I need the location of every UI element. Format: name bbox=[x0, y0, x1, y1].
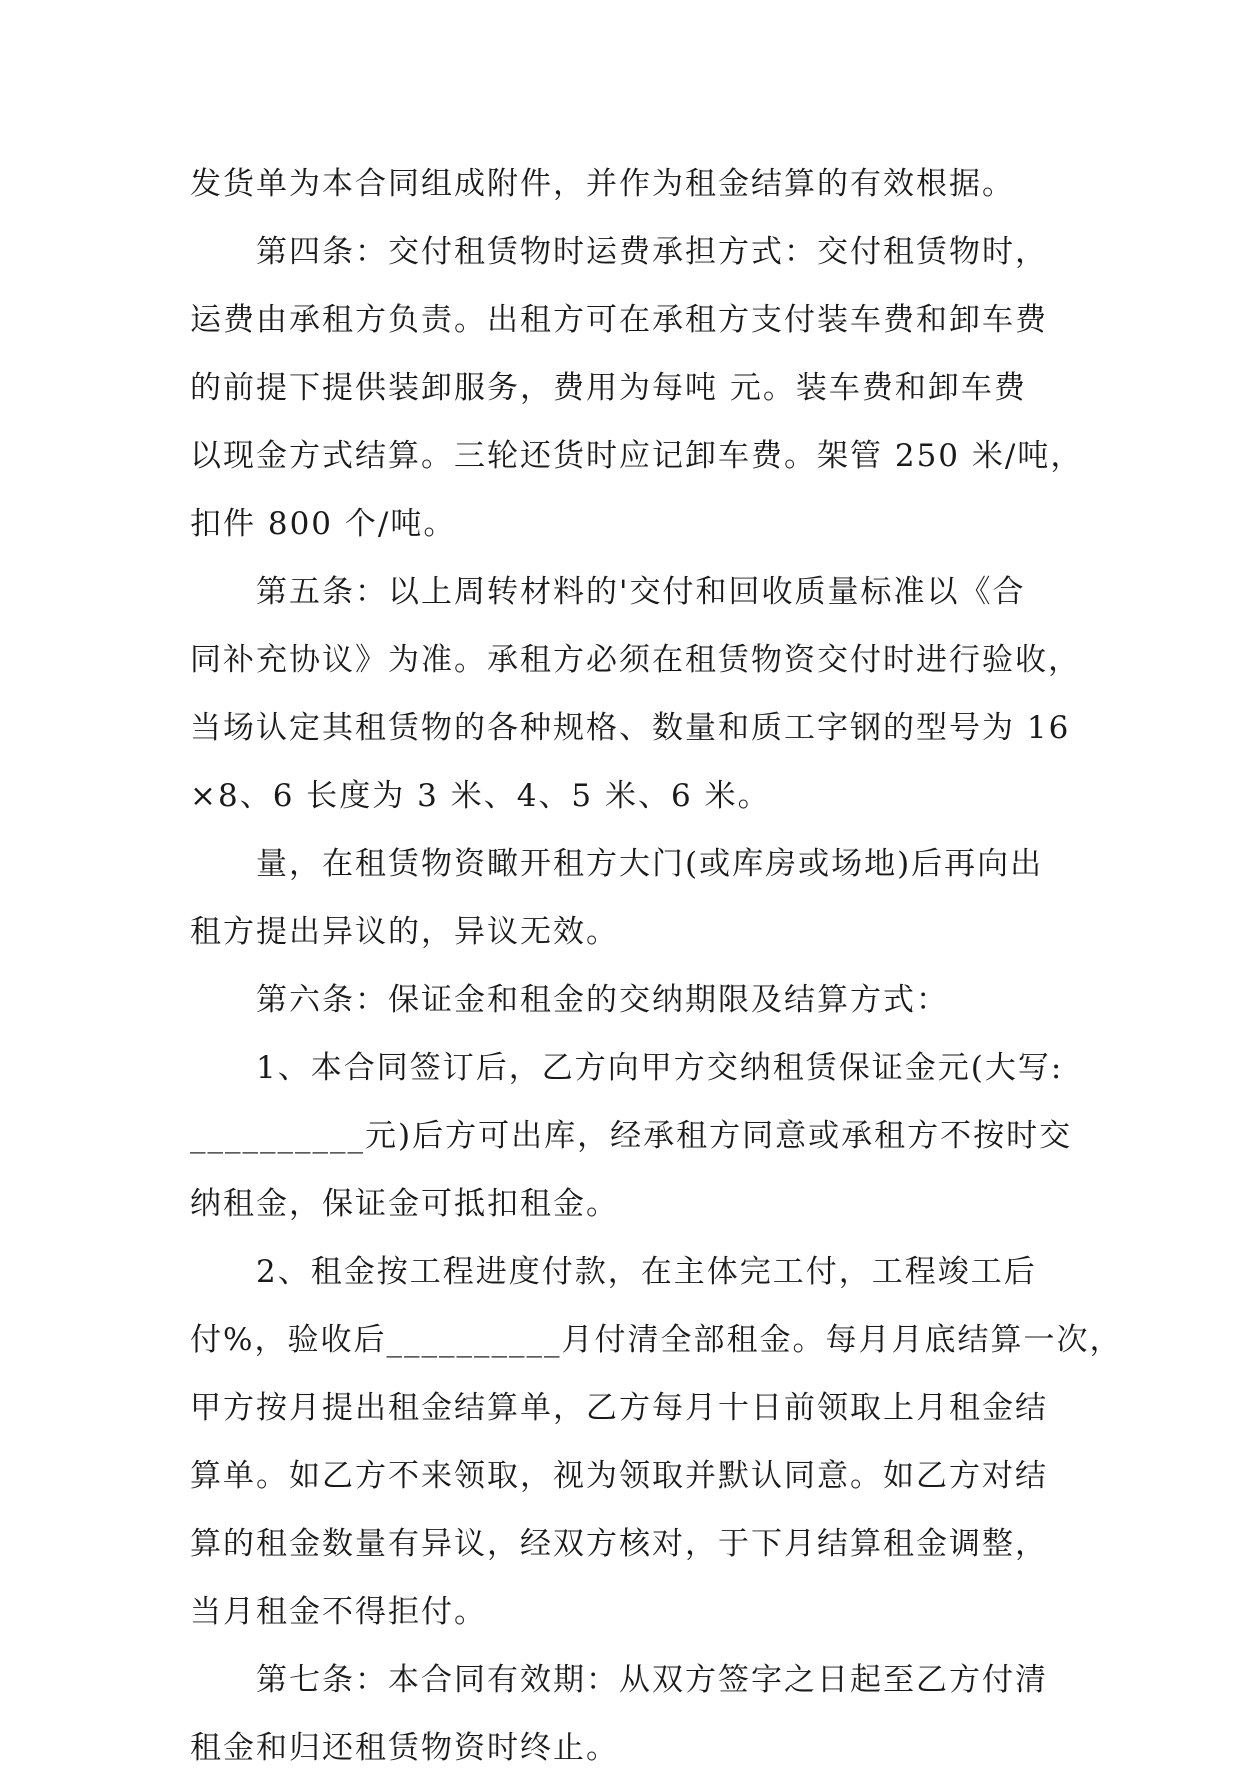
text-line: 付%，验收后__________月付清全部租金。每月月底结算一次， bbox=[190, 1322, 1123, 1358]
text-line: 扣件 800 个/吨。 bbox=[190, 506, 457, 542]
text-line: 同补充协议》为准。承租方必须在租赁物资交付时进行验收， bbox=[190, 642, 1081, 678]
clause-1-line: 1、本合同签订后，乙方向甲方交纳租赁保证金元(大写: bbox=[256, 1050, 1064, 1086]
text-line: __________元)后方可出库，经承租方同意或承租方不按时交 bbox=[190, 1118, 1073, 1154]
paragraph-start-line: 量，在租赁物资瞰开租方大门(或库房或场地)后再向出 bbox=[256, 846, 1044, 882]
text-line: 的前提下提供装卸服务，费用为每吨 元。装车费和卸车费 bbox=[190, 370, 1027, 406]
text-line: 算的租金数量有异议，经双方核对，于下月结算租金调整， bbox=[190, 1526, 1048, 1562]
text-line: 运费由承租方负责。出租方可在承租方支付装车费和卸车费 bbox=[190, 302, 1048, 338]
text-line: 租方提出异议的，异议无效。 bbox=[190, 914, 619, 950]
clause-2-line: 2、租金按工程进度付款，在主体完工付，工程竣工后 bbox=[256, 1254, 1037, 1290]
article-6-heading-line: 第六条：保证金和租金的交纳期限及结算方式： bbox=[256, 982, 949, 1018]
text-line: 当月租金不得拒付。 bbox=[190, 1594, 487, 1630]
article-4-heading-line: 第四条：交付租赁物时运费承担方式：交付租赁物时， bbox=[256, 234, 1048, 270]
document-body bbox=[190, 150, 1123, 1782]
article-5-heading-line: 第五条：以上周转材料的'交付和回收质量标准以《合 bbox=[256, 574, 1026, 610]
text-line: 租金和归还租赁物资时终止。 bbox=[190, 1730, 619, 1766]
article-7-heading-line: 第七条：本合同有效期：从双方签字之日起至乙方付清 bbox=[256, 1662, 1048, 1698]
text-line: 以现金方式结算。三轮还货时应记卸车费。架管 250 米/吨， bbox=[190, 438, 1084, 474]
text-line: 当场认定其租赁物的各种规格、数量和质工字钢的型号为 16 bbox=[190, 710, 1071, 746]
text-line: 算单。如乙方不来领取，视为领取并默认同意。如乙方对结 bbox=[190, 1458, 1048, 1494]
text-line: 发货单为本合同组成附件，并作为租金结算的有效根据。 bbox=[190, 166, 1015, 202]
text-line: 甲方按月提出租金结算单，乙方每月十日前领取上月租金结 bbox=[190, 1390, 1048, 1426]
text-line: ×8、6 长度为 3 米、4、5 米、6 米。 bbox=[190, 778, 771, 814]
text-line: 纳租金，保证金可抵扣租金。 bbox=[190, 1186, 619, 1222]
